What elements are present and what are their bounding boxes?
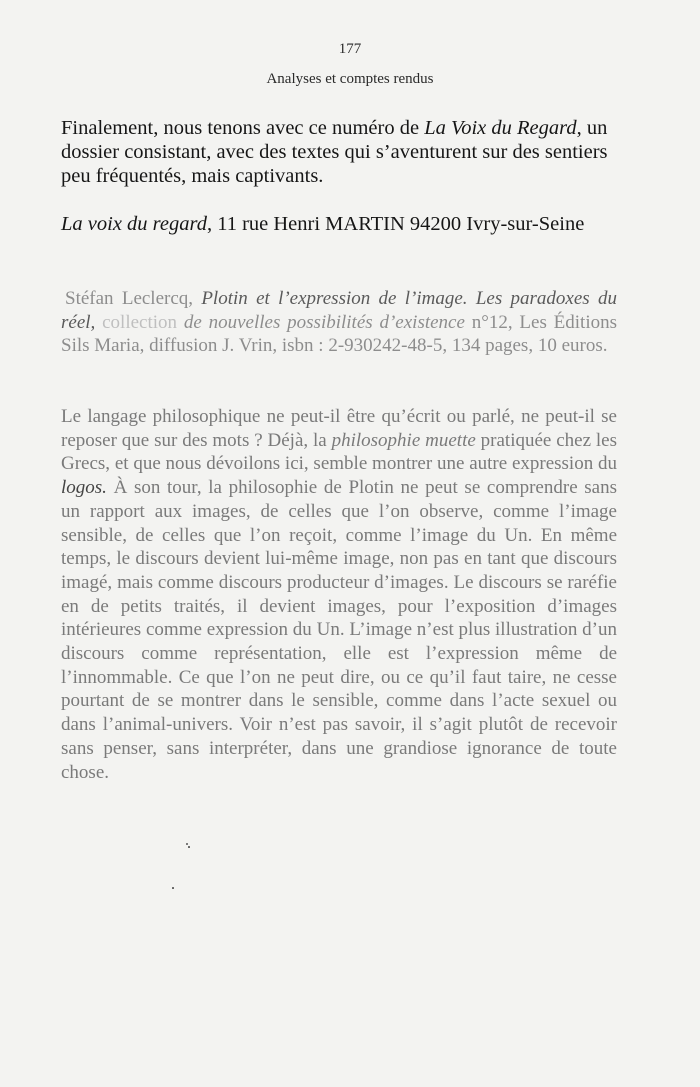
citation-details: n°12, Les Éditions Sils Maria, diffusion J. Vrin, isbn : 2-930242-48-5, 134 pages, 10 euros. (61, 311, 617, 357)
journal-title: La Voix du Regard (424, 117, 577, 139)
review-paragraph (61, 405, 617, 784)
speck (186, 843, 188, 845)
review-sentence-3: À son tour, la philosophie de Plotin ne peut se comprendre sans un rapport aux images, de celles que l’on observe, comme l’image sensible, de celles que l’on reçoit, comme l’image du Un. En même temps, le discours devient lui-même image, non pas en tant que discours imagé, mais comme discours producteur d’images. Le discours se raréfie en de petits traités, il devient images, pour l’exposition d’images intérieures comme expression du Un. L’image n’est plus illustration d’un discours comme représentation, elle est l’expression même de l’innommable. Ce que l’on ne peut dire, ou ce qu’il faut taire, ne cesse pourtant de se montrer dans le sensible, comme dans l’acte sexuel ou dans l’animal-univers. Voir n’est pas savoir, il s’agit plutôt de recevoir sans penser, sans interpréter, dans une grandiose ignorance de toute chose. (61, 477, 617, 783)
review-italic-1: philosophie muette (331, 429, 476, 451)
citation-collection-name: de nouvelles possibilités d’existence (183, 311, 465, 333)
speck (172, 887, 174, 889)
review-italic-2: logos. (61, 477, 107, 499)
closing-paragraph (61, 116, 616, 188)
review-sentence-1: Le langage philosophique ne peut-il être qu’écrit ou parlé, ne peut-il se reposer que sur des mots ? Déjà, la (61, 406, 617, 451)
speck (188, 846, 190, 848)
citation-author: Stéfan Leclercq, (65, 288, 202, 309)
closing-text-before: Finalement, nous tenons avec ce numéro de (61, 117, 425, 139)
page-number: 177 (338, 41, 362, 57)
running-head: Analyses et comptes rendus (266, 71, 434, 87)
journal-address (61, 212, 621, 236)
review-sentence-2: pratiquée chez les Grecs, et que nous dévoilons ici, semble montrer une autre expression du (61, 429, 618, 475)
closing-text-after: , un dossier consistant, avec des textes qui s’aventurent sur des sentiers peu fréquentés, mais captivants. (61, 117, 608, 187)
citation-collection-label: collection (95, 311, 184, 333)
book-citation (61, 287, 617, 358)
citation-book-title: Plotin et l’expression de l’image. Les paradoxes du réel, (61, 288, 617, 333)
address-rest: , 11 rue Henri MARTIN 94200 Ivry-sur-Seine (206, 213, 585, 235)
address-title: La voix du regard (61, 213, 207, 235)
